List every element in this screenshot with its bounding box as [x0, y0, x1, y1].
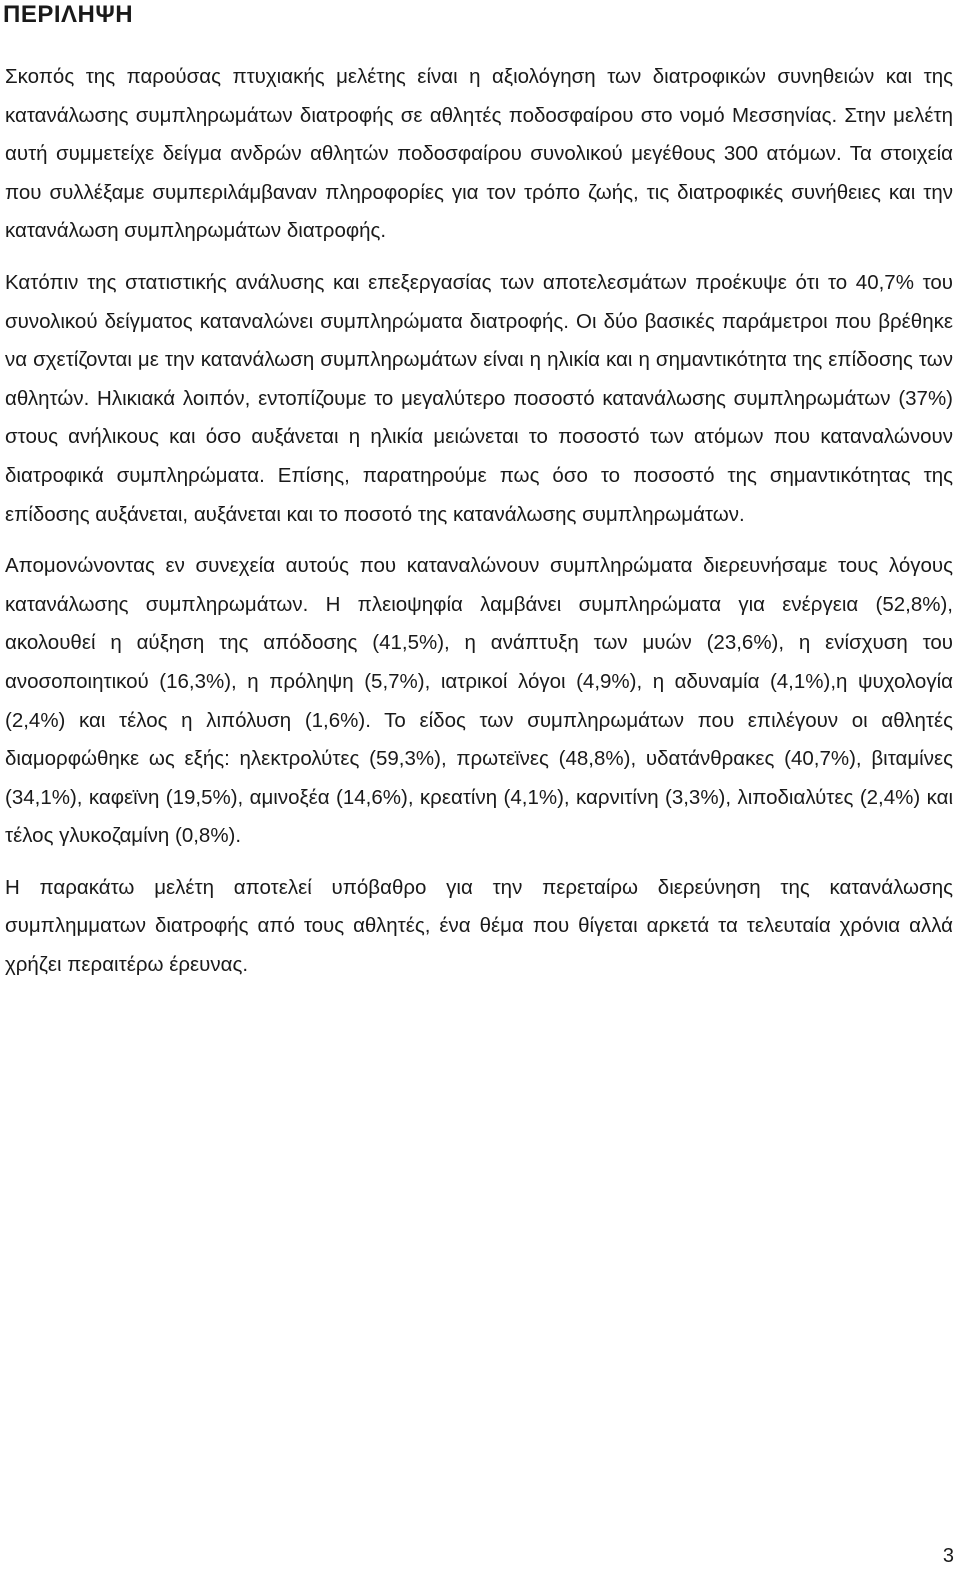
page-title: ΠΕΡΙΛΗΨΗ	[3, 1, 134, 28]
abstract-body	[5, 58, 953, 985]
page-number: 3	[942, 1545, 954, 1567]
paragraph-reasons: Απομονώνοντας εν συνεχεία αυτούς που καταναλώνουν συμπληρώματα διερευνήσαμε τους λόγους κατανάλωσης συμπληρωμάτων. Η πλειοψηφία λαμβάνει συμπληρώματα για ενέργεια (52,8%), ακολουθεί η αύξηση της απόδοσης (41,5%), η ανάπτυξη των μυών (23,6%), η ενίσχυση του ανοσοποιητικού (16,3%), η πρόληψη (5,7%), ιατρικοί λόγοι (4,9%), η αδυναμία (4,1%),η ψυχολογία (2,4%) και τέλος η λιπόλυση (1,6%). Το είδος των συμπληρωμάτων που επιλέγουν οι αθλητές διαμορφώθηκε ως εξής: ηλεκτρολύτες (59,3%), πρωτεϊνες (48,8%), υδατάνθρακες (40,7%), βιταμίνες (34,1%), καφεϊνη (19,5%), αμινοξέα (14,6%), κρεατίνη (4,1%), καρνιτίνη (3,3%), λιποδιαλύτες (2,4%) και τέλος γλυκοζαμίνη (0,8%).	[5, 554, 953, 848]
paragraph-conclusion: Η παρακάτω μελέτη αποτελεί υπόβαθρο για την περεταίρω διερεύνηση της κατανάλωσης συμπλημματων διατροφής από τους αθλητές, ένα θέμα που θίγεται αρκετά τα τελευταία χρόνια αλλά χρήζει περαιτέρω έρευνας.	[5, 875, 953, 977]
paragraph-results: Κατόπιν της στατιστικής ανάλυσης και επεξεργασίας των αποτελεσμάτων προέκυψε ότι το 40,7% του συνολικού δείγματος καταναλώνει συμπληρώματα διατροφής. Οι δύο βασικές παράμετροι που βρέθηκε να σχετίζονται με την κατανάλωση συμπληρωμάτων είναι η ηλικία και η σημαντικότητα της επίδοσης των αθλητών. Ηλικιακά λοιπόν, εντοπίζουμε το μεγαλύτερο ποσοστό κατανάλωσης συμπληρωμάτων (37%) στους ανήλικους και όσο αυξάνεται η ηλικία μειώνεται το ποσοστό των ατόμων που καταναλώνουν διατροφικά συμπληρώματα. Επίσης, παρατηρούμε πως όσο το ποσοστό της σημαντικότητας της επίδοσης αυξάνεται, αυξάνεται και το ποσοτό της κατανάλωσης συμπληρωμάτων.	[5, 270, 953, 526]
paragraph-purpose: Σκοπός της παρούσας πτυχιακής μελέτης είναι η αξιολόγηση των διατροφικών συνηθειών και της κατανάλωσης συμπληρωμάτων διατροφής σε αθλητές ποδοσφαίρου στο νομό Μεσσηνίας. Στην μελέτη αυτή συμμετείχε δείγμα ανδρών αθλητών ποδοσφαίρου συνολικού μεγέθους 300 ατόμων. Τα στοιχεία που συλλέξαμε συμπεριλάμβαναν πληροφορίες για τον τρόπο ζωής, τις διατροφικές συνήθειες και την κατανάλωση συμπληρωμάτων διατροφής.	[5, 65, 953, 243]
